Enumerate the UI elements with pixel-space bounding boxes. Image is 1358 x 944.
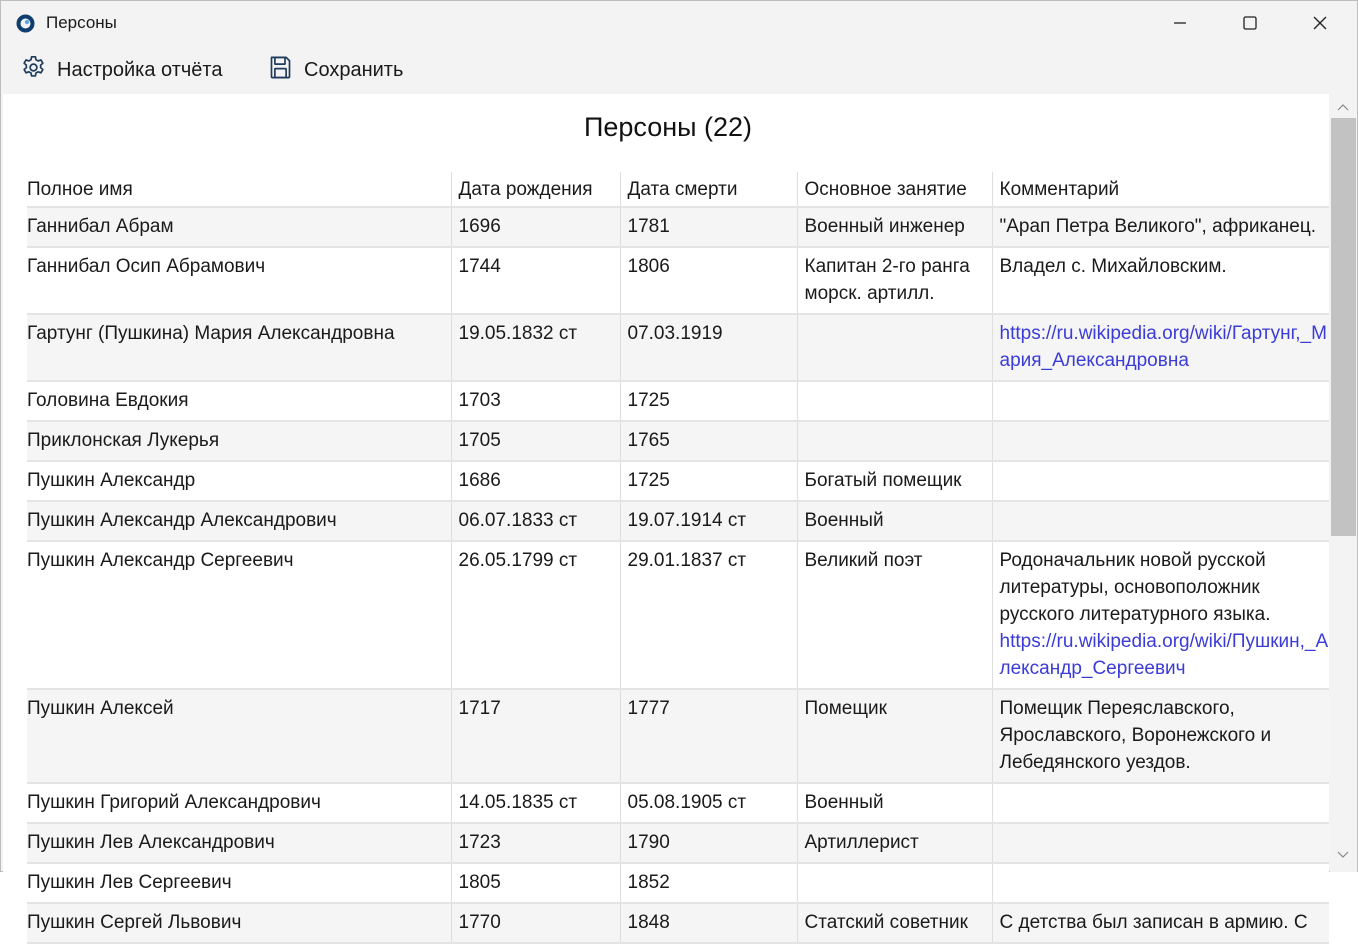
cell-occupation — [797, 421, 992, 461]
cell-occupation: Артиллерист — [797, 823, 992, 863]
table-row — [27, 783, 1329, 823]
floppy-disk-icon — [267, 54, 294, 87]
cell-occupation: Военный инженер — [797, 207, 992, 247]
minimize-icon — [1172, 15, 1188, 31]
table-row — [27, 247, 1329, 314]
wiki-link[interactable]: https://ru.wikipedia.org/wiki/Пушкин,_Александр_Сергеевич — [999, 631, 1329, 679]
cell-death: 1725 — [620, 461, 797, 501]
cell-occupation: Капитан 2-го ранга морск. артилл. — [797, 247, 992, 314]
cell-comment — [992, 501, 1329, 541]
cell-death: 1777 — [620, 689, 797, 783]
comment-text: Родоначальник новой русской литературы, основоположник русского литературного языка. — [999, 550, 1271, 625]
table-row — [27, 903, 1329, 943]
wiki-link[interactable]: https://ru.wikipedia.org/wiki/Гартунг,_Мария_Александровна — [999, 323, 1327, 371]
cell-name: Пушкин Лев Сергеевич — [27, 863, 451, 903]
minimize-button[interactable] — [1145, 1, 1215, 45]
cell-name: Пушкин Александр Сергеевич — [27, 541, 451, 689]
cell-name: Головина Евдокия — [27, 381, 451, 421]
cell-death: 1765 — [620, 421, 797, 461]
cell-death: 1852 — [620, 863, 797, 903]
title-bar — [1, 1, 1357, 45]
cell-comment — [992, 461, 1329, 501]
report-settings-label: Настройка отчёта — [57, 58, 223, 81]
table-row — [27, 689, 1329, 783]
cell-birth: 1744 — [451, 247, 620, 314]
vertical-scrollbar[interactable] — [1330, 94, 1357, 872]
window-title: Персоны — [46, 13, 117, 32]
maximize-icon — [1242, 15, 1258, 31]
cell-death: 1806 — [620, 247, 797, 314]
cell-occupation: Помещик — [797, 689, 992, 783]
report-title: Персоны (22) — [583, 112, 753, 142]
persons-table — [27, 172, 1329, 944]
cell-birth: 19.05.1832 ст — [451, 314, 620, 381]
cell-birth: 1696 — [451, 207, 620, 247]
cell-death: 29.01.1837 ст — [620, 541, 797, 689]
table-row — [27, 823, 1329, 863]
table-row — [27, 314, 1329, 381]
cell-death: 1781 — [620, 207, 797, 247]
cell-comment — [992, 421, 1329, 461]
scrollbar-thumb[interactable] — [1331, 118, 1356, 536]
cell-occupation: Великий поэт — [797, 541, 992, 689]
cell-comment — [992, 823, 1329, 863]
comment-text: Помещик Переяславского, Ярославского, Воронежского и Лебедянского уездов. — [999, 698, 1272, 773]
cell-occupation — [797, 381, 992, 421]
cell-birth: 14.05.1835 ст — [451, 783, 620, 823]
table-row — [27, 863, 1329, 903]
cell-occupation — [797, 863, 992, 903]
column-header-occupation: Основное занятие — [797, 172, 992, 207]
cell-death: 1790 — [620, 823, 797, 863]
save-button[interactable] — [267, 55, 403, 85]
table-row — [27, 501, 1329, 541]
gear-icon — [20, 54, 47, 87]
column-header-comment: Комментарий — [992, 172, 1329, 207]
cell-occupation: Военный — [797, 501, 992, 541]
chevron-up-icon[interactable] — [1337, 100, 1349, 118]
cell-comment — [992, 783, 1329, 823]
cell-death: 07.03.1919 — [620, 314, 797, 381]
cell-occupation — [797, 314, 992, 381]
chevron-down-icon[interactable] — [1337, 846, 1349, 864]
column-header-birth: Дата рождения — [451, 172, 620, 207]
cell-name: Приклонская Лукерья — [27, 421, 451, 461]
cell-comment — [992, 247, 1329, 314]
cell-comment — [992, 903, 1329, 943]
cell-name: Пушкин Лев Александрович — [27, 823, 451, 863]
cell-birth: 1703 — [451, 381, 620, 421]
cell-comment — [992, 381, 1329, 421]
app-ring-icon — [16, 14, 35, 33]
cell-comment — [992, 689, 1329, 783]
cell-birth: 26.05.1799 ст — [451, 541, 620, 689]
comment-text: Владел с. Михайловским. — [999, 256, 1227, 277]
report-view — [3, 94, 1329, 933]
cell-name: Ганнибал Абрам — [27, 207, 451, 247]
table-row — [27, 381, 1329, 421]
cell-occupation: Богатый помещик — [797, 461, 992, 501]
report-settings-button[interactable] — [20, 55, 222, 85]
save-label: Сохранить — [304, 58, 404, 81]
column-header-name: Полное имя — [27, 172, 451, 207]
table-row — [27, 207, 1329, 247]
close-icon — [1312, 15, 1328, 31]
table-row — [27, 461, 1329, 501]
column-header-death: Дата смерти — [620, 172, 797, 207]
cell-comment — [992, 863, 1329, 903]
cell-occupation: Военный — [797, 783, 992, 823]
cell-birth: 1770 — [451, 903, 620, 943]
table-row — [27, 421, 1329, 461]
cell-birth: 06.07.1833 ст — [451, 501, 620, 541]
cell-comment — [992, 314, 1329, 381]
toolbar — [1, 47, 1357, 93]
cell-name: Пушкин Александр Александрович — [27, 501, 451, 541]
cell-occupation: Статский советник — [797, 903, 992, 943]
cell-death: 1848 — [620, 903, 797, 943]
cell-death: 19.07.1914 ст — [620, 501, 797, 541]
comment-text: "Арап Петра Великого", африканец. — [999, 216, 1317, 237]
cell-death: 05.08.1905 ст — [620, 783, 797, 823]
cell-death: 1725 — [620, 381, 797, 421]
comment-text: С детства был записан в армию. С — [999, 912, 1308, 933]
cell-name: Пушкин Александр — [27, 461, 451, 501]
close-button[interactable] — [1285, 1, 1355, 45]
cell-name: Ганнибал Осип Абрамович — [27, 247, 451, 314]
cell-name: Пушкин Сергей Львович — [27, 903, 451, 943]
cell-name: Пушкин Григорий Александрович — [27, 783, 451, 823]
cell-birth: 1805 — [451, 863, 620, 903]
cell-comment — [992, 207, 1329, 247]
cell-birth: 1705 — [451, 421, 620, 461]
cell-birth: 1686 — [451, 461, 620, 501]
table-row — [27, 541, 1329, 689]
maximize-button[interactable] — [1215, 1, 1285, 45]
cell-name: Пушкин Алексей — [27, 689, 451, 783]
cell-name: Гартунг (Пушкина) Мария Александровна — [27, 314, 451, 381]
cell-birth: 1723 — [451, 823, 620, 863]
table-header-row — [27, 172, 1329, 207]
cell-birth: 1717 — [451, 689, 620, 783]
cell-comment — [992, 541, 1329, 689]
